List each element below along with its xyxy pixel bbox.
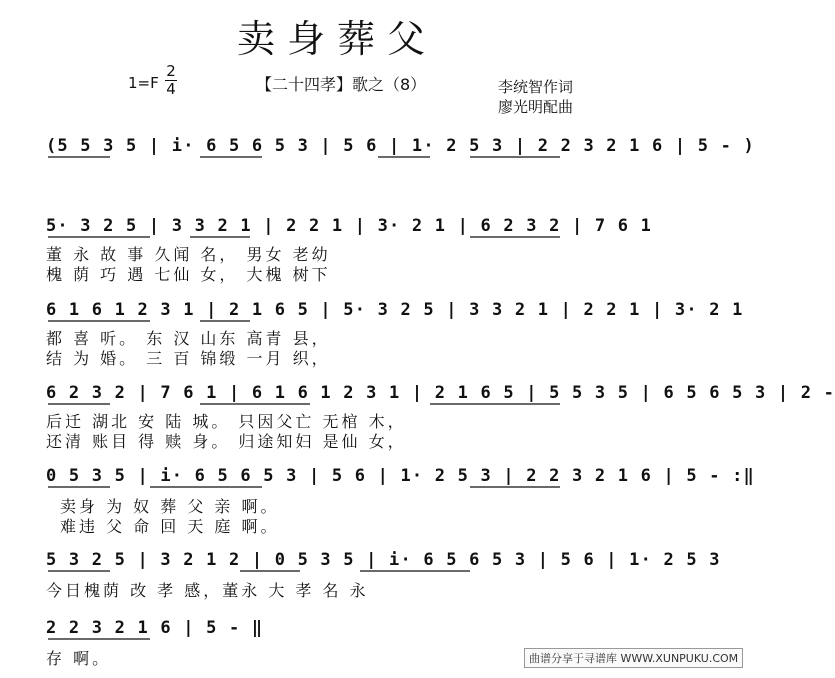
key-signature: 1=F xyxy=(128,74,159,92)
notation-line-1: (5 5 3 5 | i· 6 5 6 5 3 | 5 6 | 1· 2 5 3 | 2 2 3 2 1 6 | 5 - ) xyxy=(46,136,755,156)
lyric-line-4b: 还清 账目 得 赎 身。 归途知妇 是仙 女， xyxy=(46,432,407,451)
notation-line-2: 5· 3 2 5 | 3 3 2 1 | 2 2 1 | 3· 2 1 | 6 2 3 2 | 7 6 1 xyxy=(46,216,653,236)
lyric-line-7: 存 啊。 xyxy=(46,649,112,668)
watermark: 曲谱分享于寻谱库 WWW.XUNPUKU.COM xyxy=(524,648,743,668)
lyric-line-4a: 后迁 湖北 安 陆 城。 只因父亡 无棺 木， xyxy=(46,412,407,431)
lyric-line-3a: 都 喜 听。 东 汉 山东 高青 县， xyxy=(46,329,331,348)
notation-line-3: 6 1 6 1 2 3 1 | 2 1 6 5 | 5· 3 2 5 | 3 3 2 1 | 2 2 1 | 3· 2 1 xyxy=(46,300,744,320)
notation-line-5: 0 5 3 5 | i· 6 5 6 5 3 | 5 6 | 1· 2 5 3 | 2 2 3 2 1 6 | 5 - :‖ xyxy=(46,466,755,486)
lyricist-credit: 李统智作词 xyxy=(498,78,574,96)
time-signature-top: 2 xyxy=(166,62,176,80)
notation-line-4: 6 2 3 2 | 7 6 1 | 6 1 6 1 2 3 1 | 2 1 6 5 | 5 5 3 5 | 6 5 6 5 3 | 2 - xyxy=(46,383,835,403)
time-signature-bottom: 4 xyxy=(166,80,176,98)
lyric-line-5a: 卖身 为 奴 葬 父 亲 啊。 xyxy=(60,497,280,516)
series-subtitle: 【二十四孝】歌之（8） xyxy=(256,75,427,94)
composer-credit: 廖光明配曲 xyxy=(498,98,574,116)
lyric-line-6: 今日槐荫 改 孝 感，董永 大 孝 名 永 xyxy=(46,581,369,600)
lyric-line-5b: 难违 父 命 回 天 庭 啊。 xyxy=(60,517,280,536)
lyric-line-2a: 董 永 故 事 久闻 名， 男女 老幼 xyxy=(46,245,331,264)
lyric-line-2b: 槐 荫 巧 遇 七仙 女， 大槐 树下 xyxy=(46,265,331,284)
page-title: 卖身葬父 xyxy=(236,17,437,61)
notation-line-6: 5 3 2 5 | 3 2 1 2 | 0 5 3 5 | i· 6 5 6 5 3 | 5 6 | 1· 2 5 3 xyxy=(46,550,721,570)
notation-line-7: 2 2 3 2 1 6 | 5 - ‖ xyxy=(46,618,264,638)
lyric-line-3b: 结 为 婚。 三 百 锦缎 一月 织， xyxy=(46,349,331,368)
